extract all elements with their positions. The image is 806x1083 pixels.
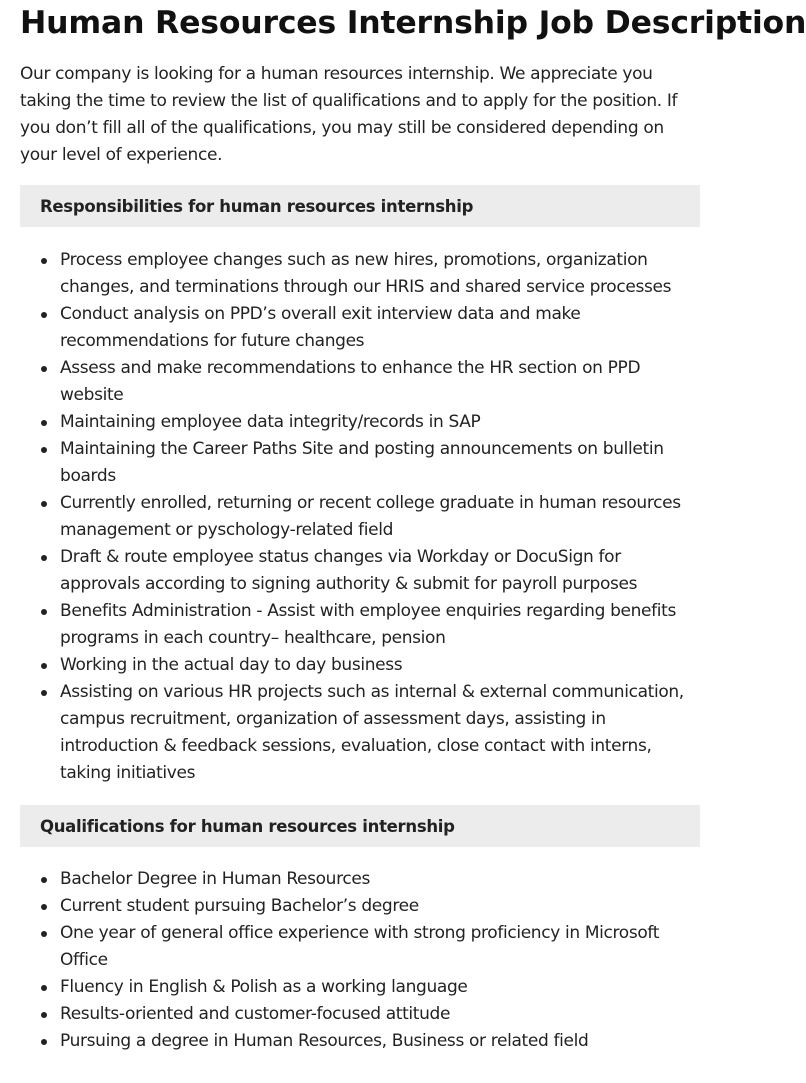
list-item-text: Working in the actual day to day business [60, 655, 403, 675]
list-item-text: Currently enrolled, returning or recent college graduate in human resources management or pyschology-related field [60, 493, 681, 540]
list-item [20, 355, 700, 409]
list-item-text: Draft & route employee status changes via Workday or DocuSign for approvals according to signing authority & submit for payroll purposes [60, 547, 638, 594]
list-item [20, 409, 700, 436]
bullet-icon [41, 312, 47, 318]
bullet-icon [41, 1039, 47, 1045]
bullet-icon [41, 690, 47, 696]
list-item-text: Conduct analysis on PPD’s overall exit interview data and make recommendations for future changes [60, 304, 581, 351]
responsibilities-list [20, 247, 700, 787]
list-item-text: Maintaining employee data integrity/records in SAP [60, 412, 481, 432]
intro-paragraph: Our company is looking for a human resources internship. We appreciate you taking the time to review the list of qualifications and to apply for the position. If you don’t fill all of the qualifications, you may still be considered depending on your level of experience. [20, 64, 678, 165]
bullet-icon [41, 501, 47, 507]
list-item [20, 974, 700, 1001]
bullet-icon [41, 663, 47, 669]
list-item-text: Pursuing a degree in Human Resources, Business or related field [60, 1031, 589, 1051]
list-item [20, 652, 700, 679]
list-item [20, 679, 700, 787]
list-item-text: Bachelor Degree in Human Resources [60, 869, 370, 889]
responsibilities-header: Responsibilities for human resources internship [20, 185, 700, 227]
list-item [20, 920, 700, 974]
list-item-text: Results-oriented and customer-focused attitude [60, 1004, 451, 1024]
list-item [20, 247, 700, 301]
bullet-icon [41, 877, 47, 883]
bullet-icon [41, 931, 47, 937]
list-item [20, 866, 700, 893]
bullet-icon [41, 420, 47, 426]
list-item-text: Assisting on various HR projects such as internal & external communication, campus recruitment, organization of assessment days, assisting in introduction & feedback sessions, evaluation, close contact with interns, taking initiatives [60, 682, 684, 783]
bullet-icon [41, 447, 47, 453]
list-item-text: Fluency in English & Polish as a working language [60, 977, 468, 997]
bullet-icon [41, 985, 47, 991]
bullet-icon [41, 555, 47, 561]
bullet-icon [41, 366, 47, 372]
list-item [20, 598, 700, 652]
bullet-icon [41, 609, 47, 615]
list-item-text: One year of general office experience with strong proficiency in Microsoft Office [60, 923, 660, 970]
list-item-text: Benefits Administration - Assist with employee enquiries regarding benefits programs in each country– healthcare, pension [60, 601, 676, 648]
bullet-icon [41, 904, 47, 910]
list-item-text: Assess and make recommendations to enhance the HR section on PPD website [60, 358, 641, 405]
list-item [20, 1001, 700, 1028]
list-item [20, 490, 700, 544]
bullet-icon [41, 1012, 47, 1018]
list-item-text: Current student pursuing Bachelor’s degree [60, 896, 419, 916]
list-item [20, 301, 700, 355]
bullet-icon [41, 258, 47, 264]
list-item [20, 544, 700, 598]
list-item [20, 436, 700, 490]
list-item-text: Process employee changes such as new hires, promotions, organization changes, and terminations through our HRIS and shared service processes [60, 250, 672, 297]
qualifications-header: Qualifications for human resources internship [20, 805, 700, 847]
list-item [20, 893, 700, 920]
qualifications-list [20, 866, 700, 1055]
list-item [20, 1028, 700, 1055]
list-item-text: Maintaining the Career Paths Site and posting announcements on bulletin boards [60, 439, 664, 486]
page-title: Human Resources Internship Job Description [20, 5, 806, 41]
